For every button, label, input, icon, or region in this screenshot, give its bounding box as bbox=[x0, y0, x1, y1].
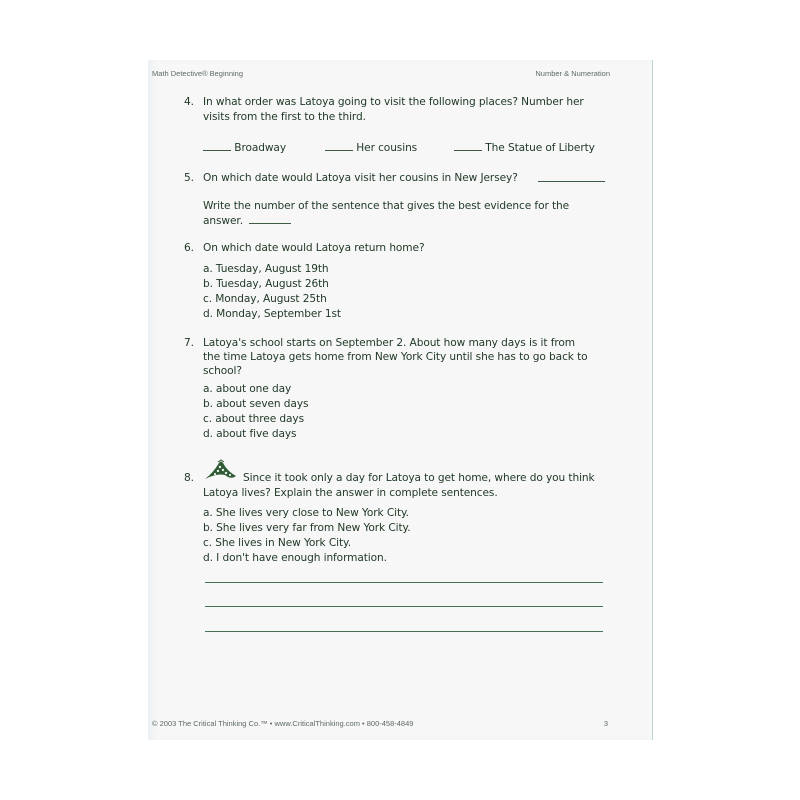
question-text: Latoya's school starts on September 2. About how many days is it from bbox=[203, 337, 575, 349]
question-text: On which date would Latoya visit her cousins in New Jersey? bbox=[203, 172, 518, 184]
page-number: 3 bbox=[603, 719, 608, 728]
question-number: 5. bbox=[184, 172, 194, 184]
order-item-broadway: Broadway bbox=[203, 140, 286, 156]
answer-line-3[interactable] bbox=[205, 631, 603, 632]
question-text: the time Latoya gets home from New York City until she has to go back to bbox=[203, 351, 588, 363]
question-text: Latoya lives? Explain the answer in complete sentences. bbox=[203, 487, 498, 499]
question-text: In what order was Latoya going to visit the following places? Number her bbox=[203, 96, 584, 108]
option-a[interactable]: a. She lives very close to New York City. bbox=[203, 507, 409, 519]
date-answer-blank[interactable] bbox=[538, 171, 605, 187]
followup-text-2: answer. bbox=[203, 213, 291, 229]
option-a[interactable]: a. Tuesday, August 19th bbox=[203, 263, 329, 275]
question-text: school? bbox=[203, 365, 242, 377]
option-c[interactable]: c. She lives in New York City. bbox=[203, 537, 351, 549]
worksheet-page bbox=[148, 60, 653, 740]
header-book-title: Math Detective® Beginning bbox=[152, 69, 243, 78]
option-c[interactable]: c. Monday, August 25th bbox=[203, 293, 327, 305]
option-b[interactable]: b. She lives very far from New York City. bbox=[203, 522, 411, 534]
order-item-cousins: Her cousins bbox=[325, 140, 417, 156]
question-text: visits from the first to the third. bbox=[203, 111, 366, 123]
footer-copyright: © 2003 The Critical Thinking Co.™ • www.CriticalThinking.com • 800-458-4849 bbox=[152, 719, 414, 728]
answer-blank[interactable] bbox=[203, 140, 231, 151]
option-b[interactable]: b. Tuesday, August 26th bbox=[203, 278, 329, 290]
followup-text: Write the number of the sentence that gives the best evidence for the bbox=[203, 200, 570, 212]
options-list bbox=[203, 382, 308, 442]
question-text: Since it took only a day for Latoya to get home, where do you think bbox=[243, 472, 595, 484]
answer-blank[interactable] bbox=[538, 171, 605, 182]
question-text: On which date would Latoya return home? bbox=[203, 242, 425, 254]
question-number: 7. bbox=[184, 337, 194, 349]
options-list bbox=[203, 262, 341, 322]
answer-line-1[interactable] bbox=[205, 582, 603, 583]
header-section-title: Number & Numeration bbox=[535, 69, 610, 78]
option-d[interactable]: d. I don't have enough information. bbox=[203, 552, 387, 564]
options-list bbox=[203, 506, 410, 566]
answer-blank[interactable] bbox=[325, 140, 353, 151]
question-number: 4. bbox=[184, 96, 194, 108]
answer-line-2[interactable] bbox=[205, 606, 603, 607]
option-b[interactable]: b. about seven days bbox=[203, 398, 309, 410]
option-d[interactable]: d. Monday, September 1st bbox=[203, 308, 341, 320]
option-a[interactable]: a. about one day bbox=[203, 383, 292, 395]
question-number: 8. bbox=[184, 472, 194, 484]
question-number: 6. bbox=[184, 242, 194, 254]
answer-blank[interactable] bbox=[454, 140, 482, 151]
option-c[interactable]: c. about three days bbox=[203, 413, 304, 425]
sentence-number-blank[interactable] bbox=[249, 213, 291, 224]
option-d[interactable]: d. about five days bbox=[203, 428, 297, 440]
detective-hat-icon bbox=[203, 459, 237, 483]
order-item-statue: The Statue of Liberty bbox=[454, 140, 595, 156]
